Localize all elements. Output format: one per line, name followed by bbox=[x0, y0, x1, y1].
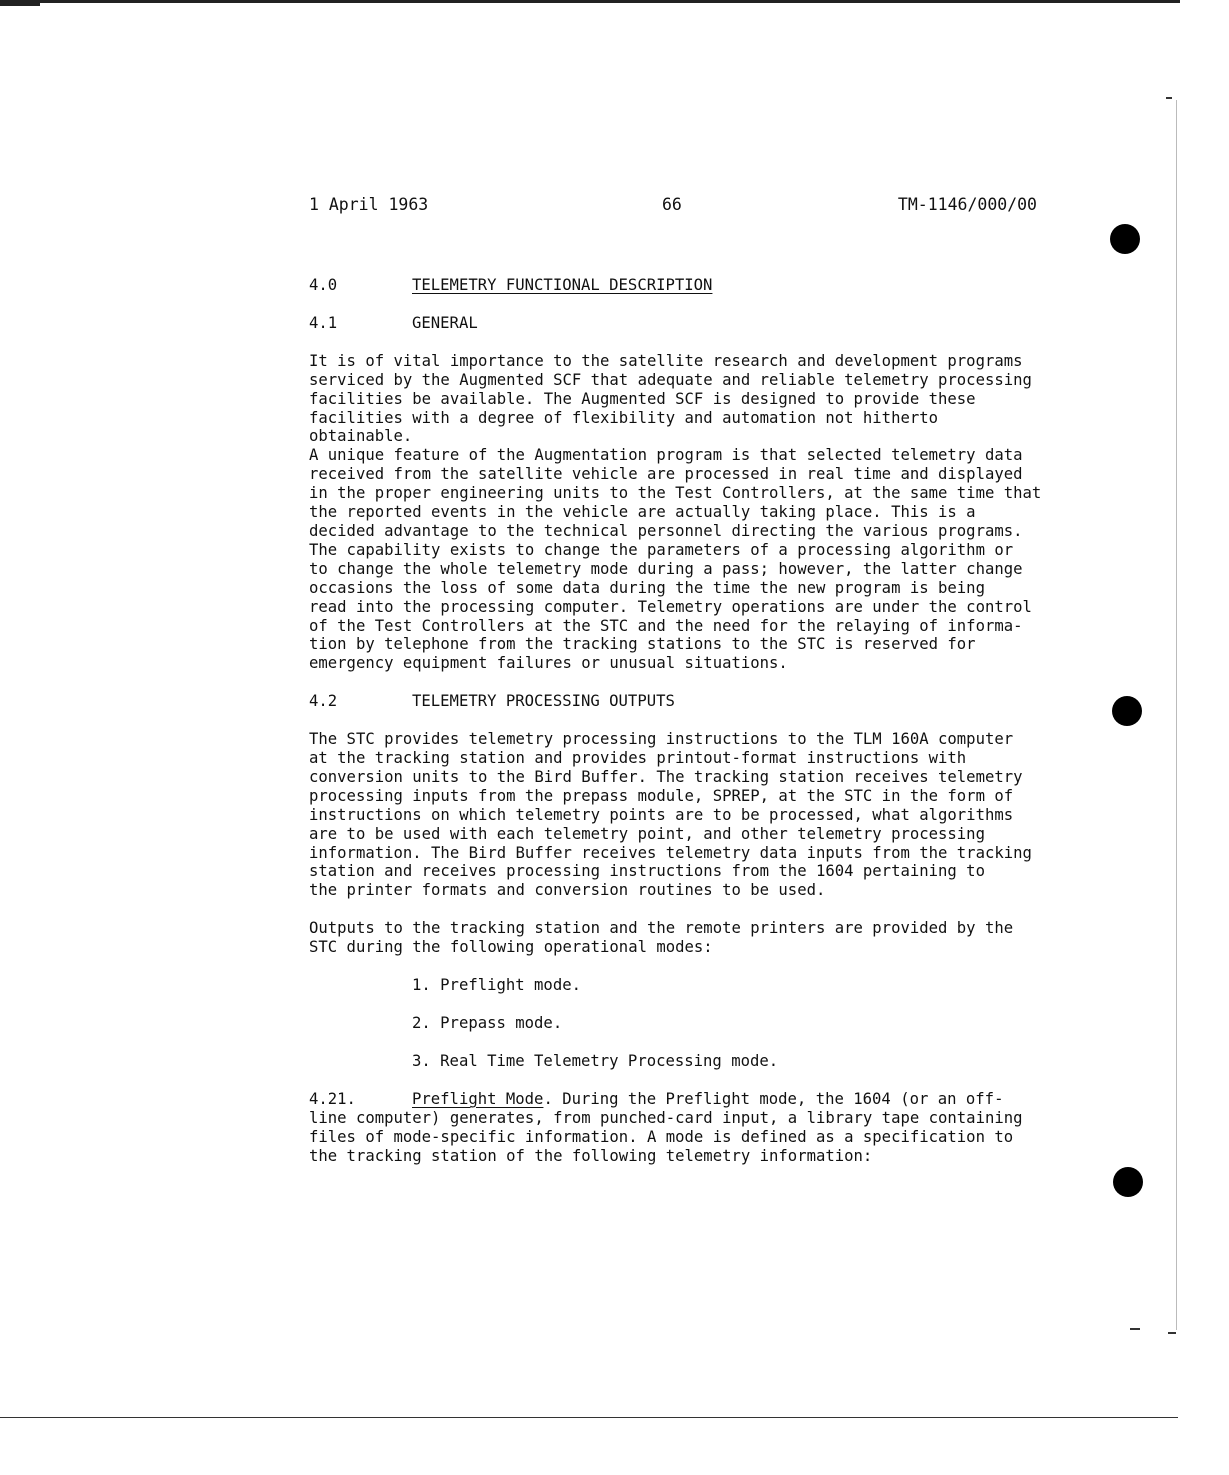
scan-mark bbox=[1166, 97, 1172, 99]
punch-hole-middle bbox=[1112, 696, 1142, 726]
bottom-edge-line bbox=[0, 1417, 1178, 1418]
punch-hole-top bbox=[1110, 224, 1140, 254]
header-date: 1 April 1963 bbox=[309, 195, 429, 214]
section-lead-text: . During the Preflight mode, the 1604 (or an off- bbox=[543, 1089, 1004, 1108]
operational-modes-list bbox=[309, 976, 1049, 1071]
section-number: 4.2 bbox=[309, 692, 338, 711]
section-title: TELEMETRY FUNCTIONAL DESCRIPTION bbox=[412, 276, 713, 294]
section-title: Preflight Mode bbox=[412, 1089, 544, 1108]
section-heading-4-1 bbox=[309, 314, 1049, 333]
scan-mark bbox=[1130, 1328, 1140, 1330]
list-item: 1. Preflight mode. bbox=[412, 976, 581, 995]
section-number: 4.1 bbox=[309, 313, 338, 332]
section-heading-4-2 bbox=[309, 692, 1049, 711]
punch-hole-bottom bbox=[1113, 1167, 1143, 1197]
list-item: 2. Prepass mode. bbox=[412, 1014, 563, 1032]
section-number: 4.0 bbox=[309, 276, 338, 294]
section-heading-4-21 bbox=[309, 1090, 1049, 1109]
header-document-id: TM-1146/000/00 bbox=[897, 195, 1037, 214]
section-number: 4.21. bbox=[309, 1089, 356, 1108]
section-4-2-modes-intro: Outputs to the tracking station and the remote printers are provided by the STC during the following operational modes: bbox=[309, 919, 1014, 957]
top-edge-notch bbox=[0, 2, 40, 6]
section-title: TELEMETRY PROCESSING OUTPUTS bbox=[412, 692, 675, 711]
scan-mark bbox=[1168, 1332, 1176, 1334]
section-heading-4-0 bbox=[309, 276, 1049, 295]
section-4-1-paragraph: It is of vital importance to the satellite research and development programs serviced by the Augmented SCF that adequate and reliable telemetry processing facilities be available. The Augmented SCF is designed to provide these facilities with a degree of flexibility and automation not hitherto obtainable. A unique feature of the Augmentation program is that selected telemetry data received from the satellite vehicle are processed in real time and displayed in the proper engineering units to the Test Controllers, at the same time that the reported events in the vehicle are actually taking place. This is a decided advantage to the technical personnel directing the various programs. The capability exists to change the parameters of a processing algorithm or to change the whole telemetry mode during a pass; however, the latter change occasions the loss of some data during the time the new program is being read into the processing computer. Telemetry operations are under the control of the Test Controllers at the STC and the need for the relaying of informa- tion by telephone from the tracking stations to the STC is reserved for emergency equipment failures or unusual situations. bbox=[309, 351, 1042, 673]
section-4-21-paragraph: line computer) generates, from punched-card input, a library tape containing files of mode-specific information. A mode is defined as a specification to the tracking station of the following telemetry information: bbox=[309, 1108, 1023, 1165]
section-title: GENERAL bbox=[412, 313, 478, 332]
list-item: 3. Real Time Telemetry Processing mode. bbox=[412, 1051, 779, 1070]
top-edge-line bbox=[0, 0, 1180, 3]
page-header bbox=[309, 196, 1049, 220]
section-4-2-paragraph: The STC provides telemetry processing instructions to the TLM 160A computer at the tracking station and provides printout-format instructions with conversion units to the Bird Buffer. The tracking station receives telemetry processing inputs from the prepass module, SPREP, at the STC in the form of instructions on which telemetry points are to be processed, what algorithms are to be used with each telemetry point, and other telemetry processing information. The Bird Buffer receives telemetry data inputs from the tracking station and receives processing instructions from the 1604 pertaining to the printer formats and conversion routines to be used. bbox=[309, 730, 1032, 900]
header-page-number: 66 bbox=[662, 195, 682, 214]
document-page bbox=[309, 196, 1049, 1165]
right-page-edge bbox=[1176, 100, 1177, 1330]
